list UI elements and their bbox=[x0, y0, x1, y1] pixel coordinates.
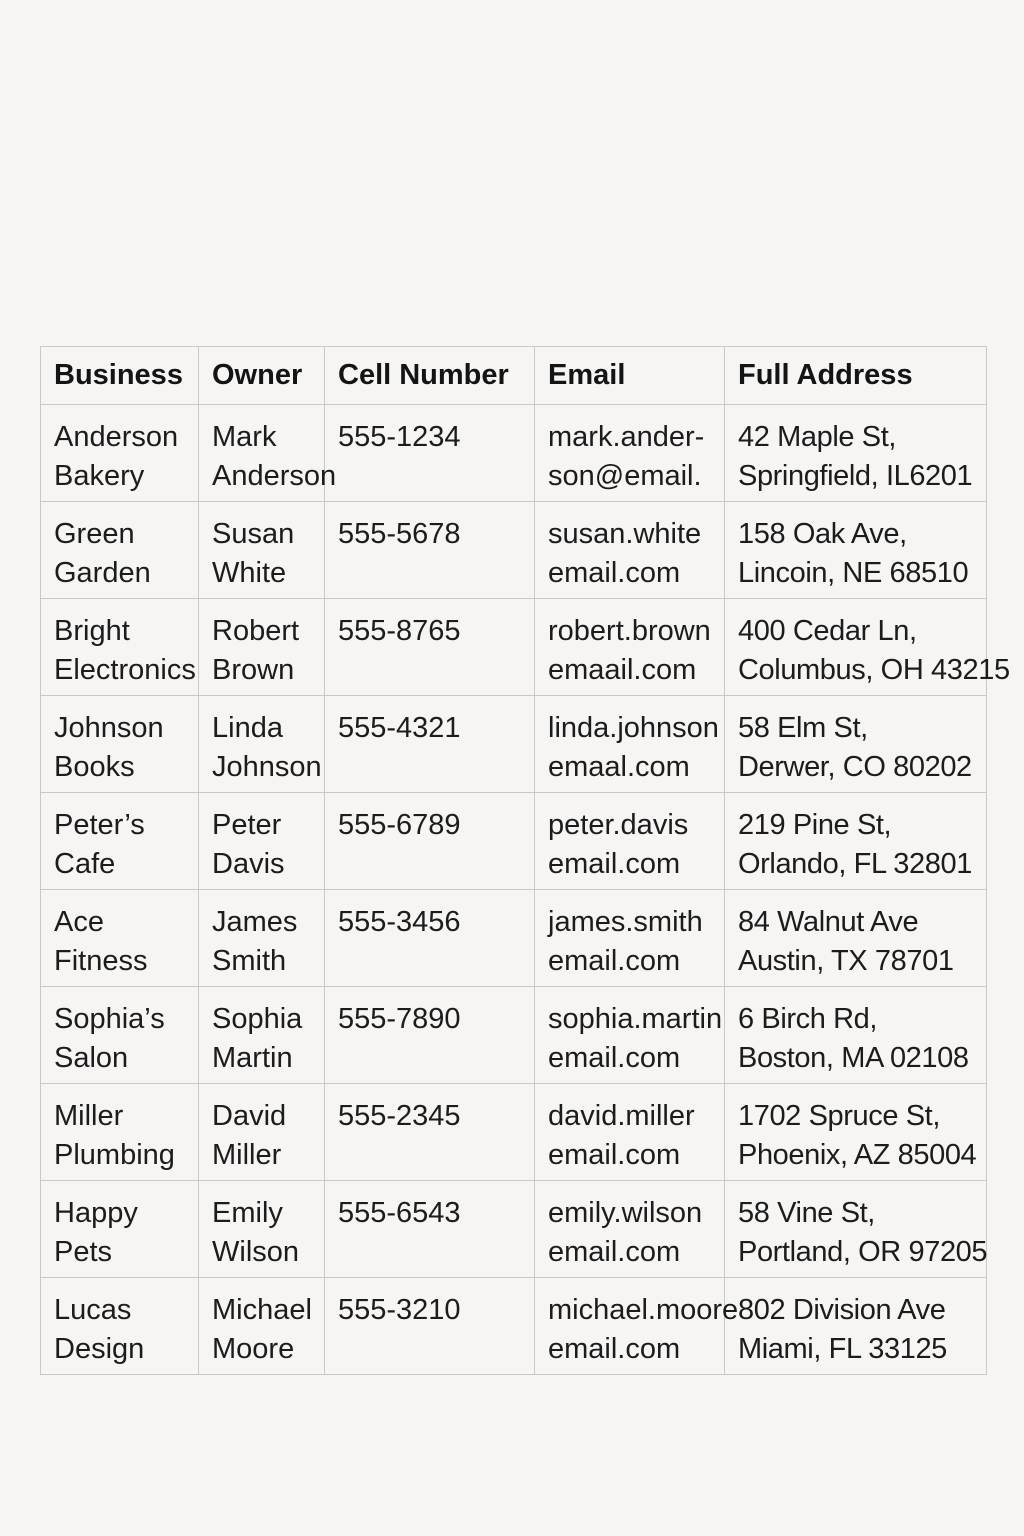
business-line: Miller bbox=[54, 1100, 124, 1132]
table-row bbox=[41, 405, 987, 502]
owner-line: Michael bbox=[212, 1294, 312, 1326]
address-cell bbox=[725, 890, 987, 987]
table-row bbox=[41, 793, 987, 890]
owner-line: David bbox=[212, 1100, 287, 1132]
address-line: 1702 Spruce St, bbox=[738, 1100, 940, 1132]
address-cell bbox=[725, 502, 987, 599]
address-line: 802 Division Ave bbox=[738, 1294, 946, 1326]
owner-cell bbox=[199, 1278, 325, 1375]
business-line: Bakery bbox=[54, 460, 145, 492]
address-line: 158 Oak Ave, bbox=[738, 518, 907, 550]
address-cell bbox=[725, 599, 1010, 696]
owner-line: Martin bbox=[212, 1042, 293, 1074]
cell-number: 555-3456 bbox=[338, 906, 461, 938]
email-line: email.com bbox=[548, 1236, 681, 1268]
owner-line: Wilson bbox=[212, 1236, 300, 1268]
cell-number-cell bbox=[325, 1181, 535, 1278]
address-line: Boston, MA 02108 bbox=[738, 1042, 969, 1074]
owner-line: Johnson bbox=[212, 751, 322, 783]
owner-line: Davis bbox=[212, 848, 285, 880]
owner-cell bbox=[199, 599, 325, 696]
address-line: Columbus, OH 43215 bbox=[738, 654, 1010, 686]
header-full-address: Full Address bbox=[725, 347, 987, 405]
email-cell bbox=[535, 405, 725, 502]
owner-line: Sophia bbox=[212, 1003, 303, 1035]
cell-number-cell bbox=[325, 1084, 535, 1181]
header-cell-number: Cell Number bbox=[325, 347, 535, 405]
owner-cell bbox=[199, 793, 325, 890]
address-line: Austin, TX 78701 bbox=[738, 945, 954, 977]
email-line: email.com bbox=[548, 1042, 681, 1074]
business-cell bbox=[41, 405, 199, 502]
email-line: robert.brown bbox=[548, 615, 711, 647]
business-line: Bright bbox=[54, 615, 130, 647]
cell-number: 555-5678 bbox=[338, 518, 461, 550]
table-row bbox=[41, 1278, 987, 1375]
address-cell bbox=[725, 1278, 987, 1375]
address-line: 58 Elm St, bbox=[738, 712, 868, 744]
business-line: Garden bbox=[54, 557, 151, 589]
business-line: Cafe bbox=[54, 848, 116, 880]
owner-cell bbox=[199, 405, 337, 502]
business-line: Anderson bbox=[54, 421, 179, 453]
business-line: Sophia’s bbox=[54, 1003, 165, 1035]
address-line: 219 Pine St, bbox=[738, 809, 892, 841]
address-line: 6 Birch Rd, bbox=[738, 1003, 878, 1035]
owner-cell bbox=[199, 890, 325, 987]
owner-line: Emily bbox=[212, 1197, 283, 1229]
cell-number: 555-1234 bbox=[338, 421, 461, 453]
email-line: emily.wilson bbox=[548, 1197, 703, 1229]
business-cell bbox=[41, 599, 199, 696]
business-cell bbox=[41, 793, 199, 890]
table-row bbox=[41, 502, 987, 599]
business-cell bbox=[41, 1181, 199, 1278]
owner-line: Miller bbox=[212, 1139, 282, 1171]
table-header-row bbox=[41, 347, 987, 405]
cell-number: 555-4321 bbox=[338, 712, 461, 744]
cell-number-cell bbox=[325, 502, 535, 599]
owner-line: White bbox=[212, 557, 287, 589]
email-line: david.miller bbox=[548, 1100, 695, 1132]
business-contacts-table bbox=[40, 346, 1010, 1375]
owner-line: Linda bbox=[212, 712, 283, 744]
cell-number-cell bbox=[325, 405, 535, 502]
address-line: Derwer, CO 80202 bbox=[738, 751, 972, 783]
email-line: linda.johnson bbox=[548, 712, 719, 744]
address-cell bbox=[725, 696, 987, 793]
email-cell bbox=[535, 696, 725, 793]
header-owner: Owner bbox=[199, 347, 325, 405]
business-line: Ace bbox=[54, 906, 104, 938]
email-cell bbox=[535, 987, 725, 1084]
email-line: son@email. bbox=[548, 460, 702, 492]
address-cell bbox=[725, 793, 987, 890]
cell-number: 555-8765 bbox=[338, 615, 461, 647]
business-cell bbox=[41, 502, 199, 599]
email-line: sophia.martin bbox=[548, 1003, 723, 1035]
email-cell bbox=[535, 890, 725, 987]
cell-number-cell bbox=[325, 599, 535, 696]
email-cell bbox=[535, 1181, 725, 1278]
address-line: 58 Vine St, bbox=[738, 1197, 875, 1229]
email-line: emaal.com bbox=[548, 751, 690, 783]
business-line: Johnson bbox=[54, 712, 164, 744]
email-line: michael.moore bbox=[548, 1294, 739, 1326]
owner-line: Anderson bbox=[212, 460, 337, 492]
owner-line: Brown bbox=[212, 654, 295, 686]
address-line: Phoenix, AZ 85004 bbox=[738, 1139, 977, 1171]
address-line: Orlando, FL 32801 bbox=[738, 848, 972, 880]
address-line: Portland, OR 97205 bbox=[738, 1236, 988, 1268]
cell-number: 555-3210 bbox=[338, 1294, 461, 1326]
email-cell bbox=[535, 793, 725, 890]
address-line: 42 Maple St, bbox=[738, 421, 897, 453]
business-cell bbox=[41, 890, 199, 987]
email-line: email.com bbox=[548, 1333, 681, 1365]
email-line: mark.ander- bbox=[548, 421, 705, 453]
address-line: Miami, FL 33125 bbox=[738, 1333, 947, 1365]
business-line: Lucas bbox=[54, 1294, 132, 1326]
cell-number: 555-6543 bbox=[338, 1197, 461, 1229]
cell-number: 555-7890 bbox=[338, 1003, 461, 1035]
owner-line: Moore bbox=[212, 1333, 295, 1365]
email-line: email.com bbox=[548, 557, 681, 589]
owner-line: James bbox=[212, 906, 298, 938]
address-line: Lincoin, NE 68510 bbox=[738, 557, 969, 589]
cell-number: 555-2345 bbox=[338, 1100, 461, 1132]
business-line: Happy bbox=[54, 1197, 138, 1229]
business-line: Peter’s bbox=[54, 809, 145, 841]
owner-line: Mark bbox=[212, 421, 277, 453]
owner-line: Smith bbox=[212, 945, 287, 977]
email-line: email.com bbox=[548, 1139, 681, 1171]
owner-cell bbox=[199, 502, 325, 599]
address-cell bbox=[725, 405, 987, 502]
business-line: Plumbing bbox=[54, 1139, 175, 1171]
address-line: 84 Walnut Ave bbox=[738, 906, 919, 938]
email-cell bbox=[535, 599, 725, 696]
email-line: peter.davis bbox=[548, 809, 689, 841]
email-cell bbox=[535, 1278, 739, 1375]
business-cell bbox=[41, 1278, 199, 1375]
address-cell bbox=[725, 1084, 987, 1181]
business-line: Green bbox=[54, 518, 135, 550]
address-cell bbox=[725, 987, 987, 1084]
contacts-table-container bbox=[40, 346, 1010, 1375]
business-line: Books bbox=[54, 751, 135, 783]
email-cell bbox=[535, 502, 725, 599]
table-row bbox=[41, 599, 987, 696]
business-cell bbox=[41, 696, 199, 793]
table-row bbox=[41, 987, 987, 1084]
email-line: susan.white bbox=[548, 518, 702, 550]
email-line: email.com bbox=[548, 945, 681, 977]
table-body bbox=[41, 405, 1010, 1375]
owner-cell bbox=[199, 696, 325, 793]
business-line: Electronics bbox=[54, 654, 196, 686]
owner-line: Susan bbox=[212, 518, 295, 550]
business-line: Fitness bbox=[54, 945, 148, 977]
header-business: Business bbox=[41, 347, 199, 405]
email-line: email.com bbox=[548, 848, 681, 880]
cell-number-cell bbox=[325, 1278, 535, 1375]
owner-line: Robert bbox=[212, 615, 300, 647]
business-line: Salon bbox=[54, 1042, 129, 1074]
table-row bbox=[41, 890, 987, 987]
cell-number-cell bbox=[325, 696, 535, 793]
business-line: Pets bbox=[54, 1236, 113, 1268]
address-cell bbox=[725, 1181, 987, 1278]
owner-line: Peter bbox=[212, 809, 282, 841]
cell-number-cell bbox=[325, 987, 535, 1084]
business-cell bbox=[41, 1084, 199, 1181]
table-row bbox=[41, 1084, 987, 1181]
cell-number-cell bbox=[325, 793, 535, 890]
address-line: Springfield, IL6201 bbox=[738, 460, 973, 492]
owner-cell bbox=[199, 1181, 325, 1278]
cell-number-cell bbox=[325, 890, 535, 987]
header-email: Email bbox=[535, 347, 725, 405]
email-line: james.smith bbox=[548, 906, 703, 938]
table-row bbox=[41, 1181, 987, 1278]
cell-number: 555-6789 bbox=[338, 809, 461, 841]
table-row bbox=[41, 696, 987, 793]
email-line: emaail.com bbox=[548, 654, 697, 686]
business-cell bbox=[41, 987, 199, 1084]
address-line: 400 Cedar Ln, bbox=[738, 615, 917, 647]
owner-cell bbox=[199, 1084, 325, 1181]
owner-cell bbox=[199, 987, 325, 1084]
email-cell bbox=[535, 1084, 725, 1181]
business-line: Design bbox=[54, 1333, 145, 1365]
